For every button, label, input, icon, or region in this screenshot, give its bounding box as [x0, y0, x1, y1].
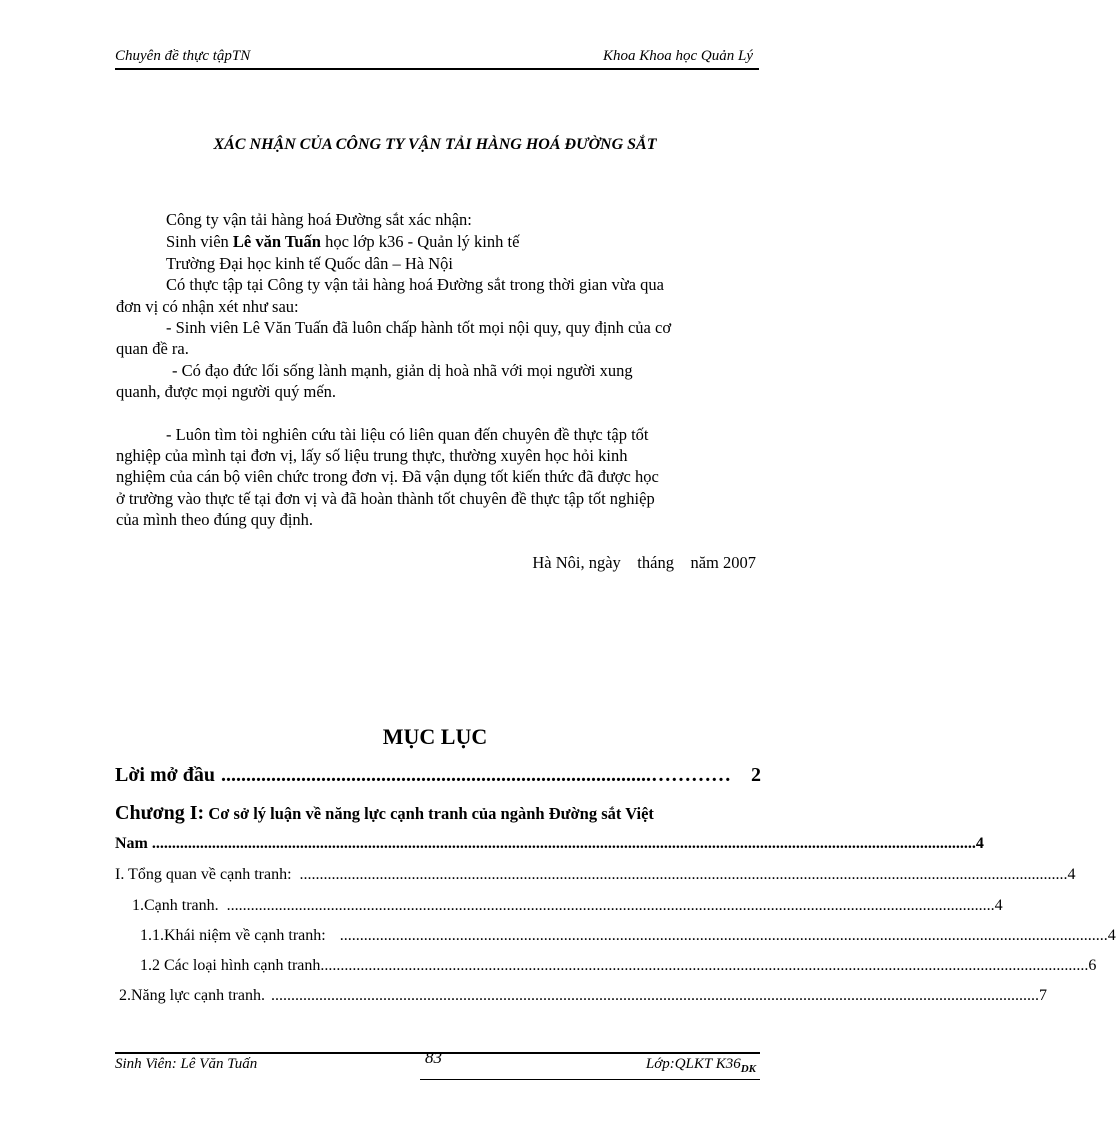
header-left: Chuyên đề thực tậpTN [115, 48, 251, 64]
toc-intro-page: 2 [750, 764, 761, 786]
footer-student: Sinh Viên: Lê Văn Tuấn [115, 1056, 258, 1072]
confirmation-line: nghiệp của mình tại đơn vị, lấy số liệu trung thực, thường xuyên học hỏi kinh [116, 446, 628, 465]
student-name: Lê văn Tuấn [232, 232, 321, 251]
toc-title: MỤC LỤC [382, 724, 488, 749]
toc-dots: .............................................................................................................................................................................................................. [151, 835, 976, 852]
toc-entry-label: I. Tổng quan về cạnh tranh: [115, 866, 292, 883]
university-line: Trường Đại học kinh tế Quốc dân – Hà Nội [166, 254, 453, 273]
toc-chapter-prefix: Chương I: [115, 802, 205, 824]
footer-class [646, 1056, 756, 1075]
toc-entry-label: 2.Năng lực cạnh tranh. [119, 987, 265, 1004]
footer-class-sub: DK [740, 1063, 756, 1075]
toc-intro-dots: ......................................................................................………… [220, 764, 731, 786]
toc-entry [115, 927, 1116, 945]
confirmation-line: của mình theo đúng quy định. [116, 510, 314, 529]
toc-entry [115, 957, 1097, 975]
toc-dots: ................................................................................................................................................................................................ [299, 866, 1068, 883]
page-header [115, 48, 759, 70]
toc-intro [115, 764, 761, 787]
toc-entry-page: 4 [1107, 927, 1116, 944]
toc-entry-page: 4 [1067, 866, 1076, 883]
toc-entry-page: 4 [994, 897, 1003, 914]
footer-page-number: 83 [425, 1048, 442, 1067]
toc-chapter-page: 4 [975, 835, 984, 852]
toc-entry-label: 1.2 Các loại hình cạnh tranh [140, 957, 321, 974]
toc-entry-label: 1.1.Khái niệm về cạnh tranh: [140, 927, 326, 944]
toc-entry-label: 1.Cạnh tranh. [132, 897, 219, 914]
confirmation-line: - Sinh viên Lê Văn Tuấn đã luôn chấp hành tốt mọi nội quy, quy định của cơ [166, 318, 672, 337]
toc-entry-page: 6 [1088, 957, 1097, 974]
toc-chapter-title: Cơ sở lý luận về năng lực cạnh tranh của ngành Đường sắt Việt [208, 804, 654, 823]
page-footer [115, 1048, 760, 1078]
confirmation-line: quan đề ra. [116, 339, 189, 358]
confirmation-line: nghiệm của cán bộ viên chức trong đơn vị. Đã vận dụng tốt kiến thức đã được học [116, 467, 659, 486]
toc-dots: ................................................................................................................................................................................................ [270, 987, 1039, 1004]
confirmation-line: đơn vị có nhận xét như sau: [116, 297, 299, 316]
toc-dots: ................................................................................................................................................................................................ [226, 897, 995, 914]
toc-chapter-1 [115, 802, 654, 825]
header-right: Khoa Khoa học Quản Lý [603, 48, 753, 64]
confirmation-line: - Có đạo đức lối sống lành mạnh, giản dị hoà nhã với mọi người xung [172, 361, 633, 380]
toc-intro-label: Lời mở đầu [115, 764, 215, 786]
toc-chapter-cont-label: Nam [115, 835, 148, 852]
signature-date: Hà Nôi, ngày tháng năm 2007 [532, 553, 756, 572]
toc-chapter-1-cont [115, 835, 984, 853]
confirmation-line: - Luôn tìm tòi nghiên cứu tài liệu có liên quan đến chuyên đề thực tập tốt [166, 425, 649, 444]
footer-class-label: Lớp:QLKT K36 [645, 1056, 741, 1072]
confirmation-line: quanh, được mọi người quý mến. [116, 382, 337, 401]
confirmation-line: ở trường vào thực tế tại đơn vị và đã hoàn thành tốt chuyên đề thực tập tốt nghiệp [116, 489, 655, 508]
toc-entry-page: 7 [1038, 987, 1047, 1004]
confirmation-title: XÁC NHẬN CỦA CÔNG TY VẬN TẢI HÀNG HOÁ ĐƯỜNG SẮT [213, 136, 657, 153]
toc-entry [115, 866, 1076, 884]
student-class: học lớp k36 - Quản lý kinh tế [320, 232, 520, 251]
confirmation-line: Công ty vận tải hàng hoá Đường sắt xác nhận: [166, 210, 472, 229]
student-prefix: Sinh viên [166, 232, 233, 251]
toc-dots: ................................................................................................................................................................................................ [339, 927, 1108, 944]
toc-entry [115, 987, 1047, 1005]
footer-divider [420, 1079, 760, 1080]
confirmation-line: Có thực tập tại Công ty vận tải hàng hoá Đường sắt trong thời gian vừa qua [166, 275, 664, 294]
toc-entry [115, 897, 1003, 915]
student-line [166, 232, 519, 252]
toc-dots: ................................................................................................................................................................................................ [320, 957, 1089, 974]
